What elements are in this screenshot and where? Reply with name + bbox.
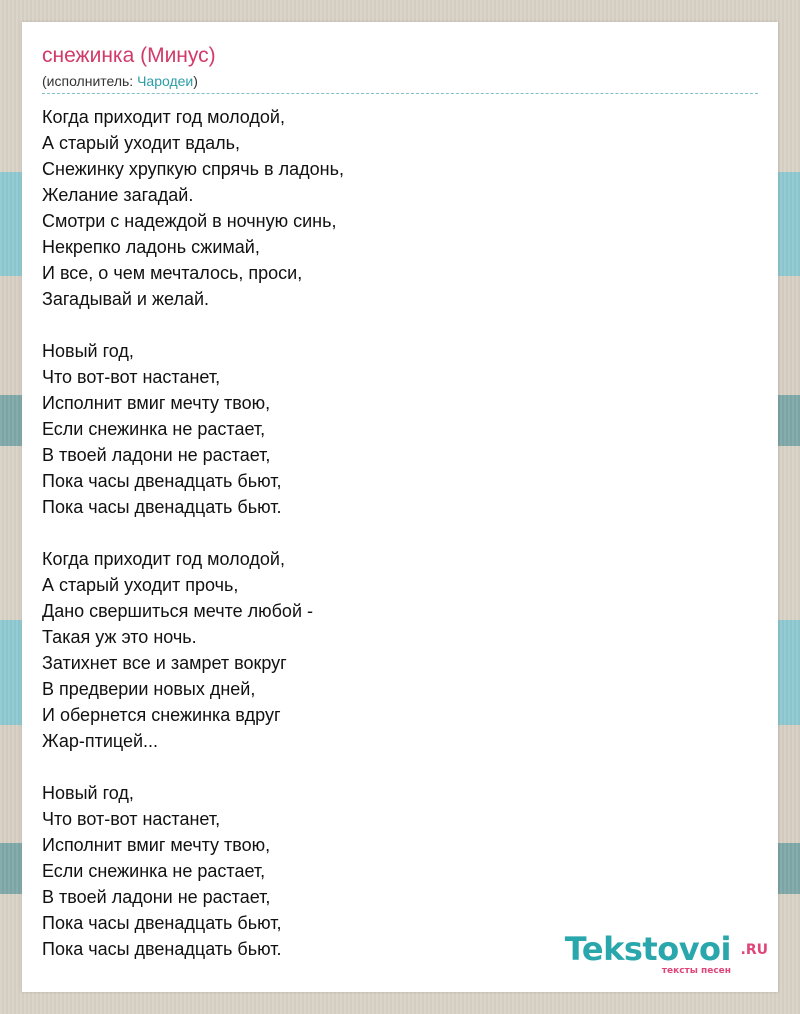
title-divider xyxy=(42,93,758,94)
artist-prefix: (исполнитель: xyxy=(42,73,138,89)
lyrics-card xyxy=(22,22,778,992)
lyric-line: Пока часы двенадцать бьют, xyxy=(42,471,282,491)
lyric-line: Что вот-вот настанет, xyxy=(42,367,221,387)
lyric-line: Такая уж это ночь. xyxy=(42,627,197,647)
lyric-line: В твоей ладони не растает, xyxy=(42,887,271,907)
site-logo[interactable] xyxy=(564,930,768,980)
logo-tld: .RU xyxy=(740,942,768,958)
artist-link[interactable]: Чародеи xyxy=(137,73,194,89)
lyric-line: Желание загадай. xyxy=(42,185,194,205)
lyric-line: А старый уходит прочь, xyxy=(42,575,239,595)
lyric-line: В предверии новых дней, xyxy=(42,679,256,699)
lyric-line: Пока часы двенадцать бьют, xyxy=(42,913,282,933)
lyric-line: А старый уходит вдаль, xyxy=(42,133,241,153)
lyric-line: Загадывай и желай. xyxy=(42,289,210,309)
stanza-chorus-1 xyxy=(42,338,742,520)
stanza-verse-1 xyxy=(42,104,742,312)
lyric-line: Новый год, xyxy=(42,783,134,803)
lyric-line: Что вот-вот настанет, xyxy=(42,809,221,829)
lyric-line: Новый год, xyxy=(42,341,134,361)
lyric-line: И все, о чем мечталось, проси, xyxy=(42,263,303,283)
logo-wordmark: Tekstovoi xyxy=(564,930,731,968)
artist-suffix: ) xyxy=(193,73,198,89)
lyric-line: Когда приходит год молодой, xyxy=(42,107,285,127)
lyric-line: Если снежинка не растает, xyxy=(42,861,266,881)
lyric-line: Затихнет все и замрет вокруг xyxy=(42,653,287,673)
lyric-line: Некрепко ладонь сжимай, xyxy=(42,237,260,257)
lyrics-text xyxy=(42,104,742,962)
lyric-line: Дано свершиться мечте любой - xyxy=(42,601,313,621)
lyric-line: Пока часы двенадцать бьют. xyxy=(42,939,282,959)
lyric-line: Исполнит вмиг мечту твою, xyxy=(42,393,271,413)
lyric-line: И обернется снежинка вдруг xyxy=(42,705,281,725)
logo-tagline: тексты песен xyxy=(661,966,731,976)
lyric-line: Когда приходит год молодой, xyxy=(42,549,285,569)
lyric-line: Исполнит вмиг мечту твою, xyxy=(42,835,271,855)
lyric-line: Жар-птицей... xyxy=(42,731,159,751)
stanza-verse-2 xyxy=(42,546,742,754)
lyric-line: В твоей ладони не растает, xyxy=(42,445,271,465)
lyric-line: Пока часы двенадцать бьют. xyxy=(42,497,282,517)
artist-line xyxy=(42,73,198,89)
song-title: снежинка (Минус) xyxy=(42,44,216,67)
lyric-line: Снежинку хрупкую спрячь в ладонь, xyxy=(42,159,344,179)
lyric-line: Смотри с надеждой в ночную синь, xyxy=(42,211,337,231)
lyric-line: Если снежинка не растает, xyxy=(42,419,266,439)
